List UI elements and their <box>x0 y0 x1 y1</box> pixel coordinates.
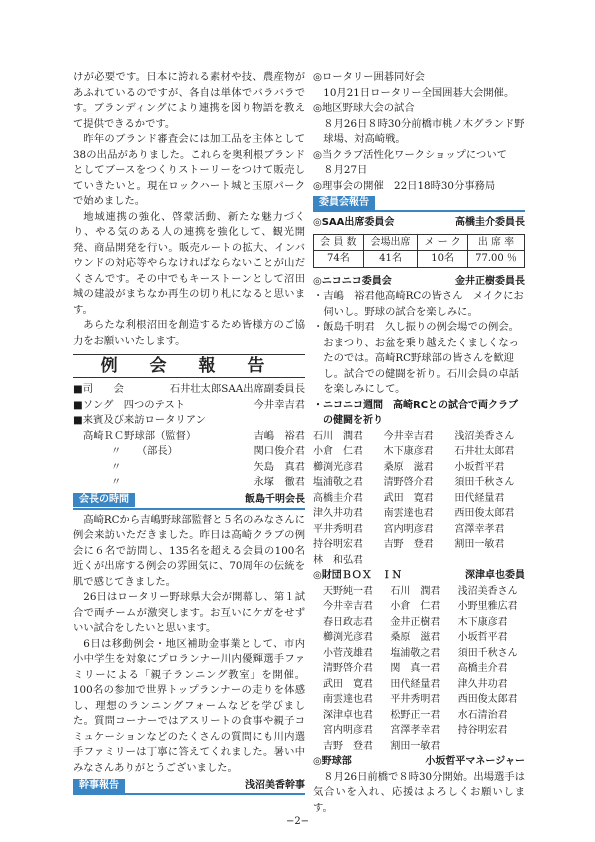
niconico-committee-heading <box>313 274 525 290</box>
attendance-header-row <box>314 234 525 251</box>
member-name: 今井幸吉君 <box>323 601 373 612</box>
member-name: 小坂哲平君 <box>454 461 505 473</box>
box-title: ◎財団ＢＯＸ ＩＮ <box>313 570 402 581</box>
member-name: 高橋圭介君 <box>457 663 508 674</box>
visitor-org: 〃 <box>111 476 122 488</box>
notice-title: ◎理事会の開催 22日18時30分事務局 <box>313 179 496 192</box>
visitor-row <box>73 444 305 460</box>
notice-detail: ８月26日８時30分前橋市桃ノ木グランド野球場、対高崎戦。 <box>323 117 525 145</box>
attendance-table <box>313 234 525 268</box>
visitor-name: 永塚 徹君 <box>253 476 305 488</box>
member-name: 高橋圭介君 <box>313 492 363 504</box>
box-names-grid <box>313 584 525 755</box>
member-name: 持谷明宏君 <box>457 725 508 736</box>
member-name: 宮内明彦君 <box>383 523 434 535</box>
table-cell: 41名 <box>363 251 418 268</box>
notice-title: ◎地区野球大会の試合 <box>313 102 415 114</box>
left-column <box>73 70 305 798</box>
member-name: 持谷明宏君 <box>313 539 363 550</box>
visitor-row <box>73 475 305 491</box>
member-name: 武田 寛君 <box>383 492 434 504</box>
member-name: 桑原 滋君 <box>383 461 434 473</box>
member-name: 関 真一君 <box>390 663 441 674</box>
committee-tag: 委員会報告 <box>313 196 375 210</box>
member-name: 木下康彦君 <box>457 616 508 628</box>
table-header-cell: 会 員 数 <box>314 234 364 251</box>
member-name: 清野啓介君 <box>383 477 434 488</box>
member-name: 吉野 登君 <box>383 539 434 550</box>
member-name <box>454 553 525 569</box>
intro-paragraph: けが必要です。日本に誇れる素材や技、農産物があふれているのですが、各自は単体でバラバラです。ブランディングにより連携を図り物語を教えて提供できるかです。 <box>73 71 305 130</box>
notice-detail: 10月21日ロータリー全国囲碁大会開催。 <box>323 86 515 99</box>
program-label: ■司 会 <box>73 383 124 395</box>
table-cell: 77.00 ％ <box>468 251 525 268</box>
intro-paragraph: 地域連携の強化、啓蒙活動、新たな魅力づくり、やる気のある人の連携を強化して、観光開発、商品開発を行い。販売ルートの拡大、インバウンドの対応等やらなければならないことが山だくさんです。その中でもキーストーンとして沼田城の建設がまちなか再生の切り札になると思います。 <box>73 210 305 316</box>
box-chair: 深津卓也委員 <box>465 570 525 581</box>
saa-committee-heading <box>313 215 525 231</box>
saa-title: ◎SAA出席委員会 <box>313 217 395 228</box>
visitor-name: 吉嶋 裕君 <box>253 429 305 442</box>
member-name: 水石清治君 <box>457 709 508 721</box>
member-name: 西田俊太郎君 <box>457 694 518 705</box>
president-tag: 会長の時間 <box>73 493 135 507</box>
president-section-header <box>73 493 305 510</box>
member-name: 宮澤孝幸君 <box>390 725 441 736</box>
member-name: 小倉 仁君 <box>313 446 363 457</box>
member-name: 須田千秋さん <box>457 647 518 659</box>
visitor-org: 高崎ＲＣ野球部（監督） <box>83 429 197 442</box>
member-name: 金井正樹君 <box>390 616 441 628</box>
member-name: 宮内明彦君 <box>323 725 373 736</box>
member-name: 田代経量君 <box>390 678 441 690</box>
member-name: 林 和弘君 <box>313 554 363 566</box>
notice-detail: ８月27日 <box>323 164 368 176</box>
president-paragraph: 6日は移動例会・地区補助金事業として、市内小中学生を対象にプロランナー川内優輝選手ファミリーによる「親子ランニング教室」を開催。100名の参加で世界トップランナーの走りを体感し、理想のランニングフォームなどを学びました。質問コーナーではアスリートの食事や親子コミュケーションなどのたくさんの質問にも川内選手ファミリーは丁寧に答えてくれました。暑い中みなさんありがとうございました。 <box>73 637 305 774</box>
member-name: 須田千秋さん <box>454 477 515 488</box>
member-name: 平井秀明君 <box>313 523 363 535</box>
member-name: 小菅茂雄君 <box>323 647 373 659</box>
member-name: 津久井功君 <box>457 678 508 690</box>
baseball-heading <box>313 754 525 770</box>
member-name: 石川 潤君 <box>390 585 441 597</box>
saa-chair: 高橋圭介委員長 <box>455 217 525 228</box>
meeting-report-banner: 例 会 報 告 <box>73 354 305 378</box>
member-name: 南雲達也君 <box>383 508 434 519</box>
member-name: 天野純一君 <box>323 585 373 597</box>
member-name: 割田一敏君 <box>390 740 441 752</box>
table-header-cell: 出 席 率 <box>468 234 525 251</box>
member-name: 清野啓介君 <box>323 663 373 674</box>
member-name <box>384 553 455 569</box>
niconico-item: ・吉嶋 裕君他高崎RCの皆さん メイクにお伺いし。野球の試合を楽しみに。 <box>313 290 524 318</box>
member-name: 武田 寛君 <box>323 678 373 690</box>
member-name: 塩浦敬之君 <box>390 647 441 659</box>
secretary-name: 浅沼美香幹事 <box>245 779 305 791</box>
table-header-cell: 会場出席 <box>363 234 418 251</box>
program-value: 今井幸吉君 <box>253 398 305 411</box>
baseball-title: ◎野球部 <box>313 756 352 767</box>
program-row <box>73 398 305 414</box>
intro-paragraph: 昨年のブランド審査会には加工品を主体として38の出品がありました。これらを奥利根ブランドとしてブースをつくりストーリーをつけて販売していきたいと。現在ロックハート城と玉原パークで始めました。 <box>73 133 305 207</box>
member-name: 浅沼美香さん <box>454 430 515 442</box>
president-paragraph: 26日はロータリー野球県大会が開幕し、第１試合で両チームが激突します。お互いにケガをせずいい試合をしたいと思います。 <box>73 591 305 634</box>
member-name: 小坂哲平君 <box>457 632 508 643</box>
member-name: 宮澤幸孝君 <box>454 523 505 535</box>
visitor-name: 矢島 真君 <box>253 460 305 473</box>
page-number: −2− <box>285 816 310 827</box>
program-label: ■ソング 四つのテスト <box>73 398 186 411</box>
program-value: 石井壮太郎SAA出席副委員長 <box>169 383 305 395</box>
member-name: 小野里雅広君 <box>457 601 518 612</box>
committee-section-header <box>313 195 525 212</box>
niconico-names-grid <box>313 429 525 569</box>
visitor-name: 関口俊介君 <box>253 445 305 457</box>
member-name <box>458 739 525 755</box>
president-name: 飯島千明会長 <box>245 494 305 506</box>
program-row <box>73 382 305 398</box>
niconico-chair: 金井正樹委員長 <box>455 275 525 287</box>
attendance-value-row <box>314 251 525 268</box>
table-header-cell: メ ー ク <box>418 234 468 251</box>
member-name: 吉野 登君 <box>323 740 373 752</box>
table-cell: 10名 <box>418 251 468 268</box>
member-name: 西田俊太郎君 <box>454 508 515 519</box>
member-name: 塩浦敬之君 <box>313 477 363 488</box>
member-name: 櫛渕光彦君 <box>313 461 363 473</box>
table-cell: 74名 <box>314 251 364 268</box>
member-name: 小倉 仁君 <box>390 601 441 612</box>
right-column <box>313 70 525 816</box>
member-name: 平井秀明君 <box>390 694 441 705</box>
box-heading <box>313 568 525 584</box>
member-name: 石川 潤君 <box>313 430 363 442</box>
baseball-manager: 小坂哲平マネージャー <box>425 756 525 767</box>
member-name: 石井壮太郎君 <box>454 446 515 457</box>
member-name: 浅沼美香さん <box>457 585 518 597</box>
niconico-weekly-title: ・ニコニコ週間 高崎RCとの試合で両クラブの健闘を祈り <box>313 399 519 426</box>
member-name: 木下康彦君 <box>383 446 434 457</box>
visitor-row <box>73 460 305 476</box>
visitor-row <box>73 429 305 445</box>
president-paragraph: 高崎RCから吉嶋野球部監督と５名のみなさんに例会来訪いただきました。昨日は高崎クラブの例会に６名で訪問し、135名を超える会員の100名近くが出席する例会の雰囲気に、70周年の伝統を肌で感じてきました。 <box>73 513 305 588</box>
member-name: 南雲達也君 <box>323 694 373 705</box>
niconico-title: ◎ニコニコ委員会 <box>313 275 392 287</box>
member-name: 今井幸吉君 <box>383 430 434 442</box>
baseball-text: ８月26日前橋で８時30分開始。出場選手は気合いを入れ、応援はよろしくお願いします。 <box>313 770 525 814</box>
member-name: 津久井功君 <box>313 508 363 519</box>
visitor-org: 〃 <box>111 460 122 473</box>
notice-title: ◎ロータリー囲碁同好会 <box>313 71 425 83</box>
member-name: 松野正一君 <box>390 709 441 721</box>
secretary-section-header <box>73 778 305 795</box>
visitors-heading <box>73 413 305 429</box>
member-name: 深津卓也君 <box>323 709 373 721</box>
member-name: 割田一敏君 <box>454 539 505 550</box>
visitor-org: 〃 （部長） <box>111 445 178 457</box>
visitors-heading-text: ■来賓及び来訪ロータリアン <box>73 414 206 426</box>
member-name: 春日政志君 <box>323 616 373 628</box>
member-name: 田代経量君 <box>454 492 505 504</box>
secretary-tag: 幹事報告 <box>73 779 125 793</box>
niconico-item: ・飯島千明君 久し振りの例会場での例会。おまつり、お盆を乗り越えたくましくなったのでは。高崎RC野球部の皆さんを歓迎し。試合での健闘を祈り。石川会員の卓話を楽しみにして。 <box>313 321 519 395</box>
member-name: 桑原 滋君 <box>390 632 441 643</box>
notice-title: ◎当クラブ活性化ワークショップについて <box>313 148 507 161</box>
intro-paragraph: あらたな利根沼田を創造するため皆様方のご協力をお願いいたします。 <box>73 319 305 347</box>
member-name: 櫛渕光彦君 <box>323 632 373 643</box>
